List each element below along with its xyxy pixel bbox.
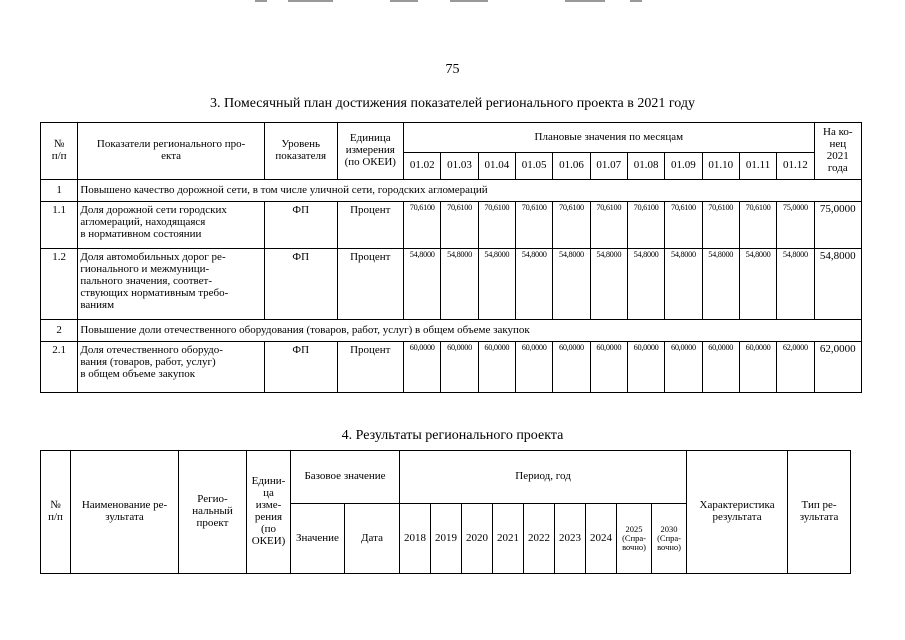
row-level: ФП bbox=[264, 249, 337, 320]
month-value: 54,8000 bbox=[404, 249, 441, 320]
month-value: 70,6100 bbox=[441, 202, 478, 249]
header-project: Регио- нальный проект bbox=[179, 451, 247, 574]
table-row bbox=[41, 202, 862, 249]
row-name: Доля отечественного оборудо- вания (товаров, работ, услуг) в общем объеме закупок bbox=[78, 342, 265, 393]
table-row bbox=[41, 249, 862, 320]
month-header: 01.12 bbox=[777, 153, 814, 180]
row-name: Доля автомобильных дорог ре- гионального и межмуници- пального значения, соответ- ствующих нормативным требо- ваниям bbox=[78, 249, 265, 320]
month-value: 75,0000 bbox=[777, 202, 814, 249]
month-value: 70,6100 bbox=[702, 202, 739, 249]
header-unit: Единица измерения (по ОКЕИ) bbox=[337, 123, 404, 180]
group-2-num: 2 bbox=[41, 320, 78, 342]
month-value: 70,6100 bbox=[627, 202, 664, 249]
month-value: 60,0000 bbox=[553, 342, 590, 393]
month-value: 60,0000 bbox=[739, 342, 776, 393]
table-row bbox=[41, 342, 862, 393]
month-header: 01.11 bbox=[739, 153, 776, 180]
header-indicator: Показатели регионального про- екта bbox=[78, 123, 265, 180]
header-period: Период, год bbox=[400, 451, 687, 504]
group-1-num: 1 bbox=[41, 180, 78, 202]
year-header: 2022 bbox=[524, 504, 555, 574]
header-base-date: Дата bbox=[345, 504, 400, 574]
month-value: 70,6100 bbox=[478, 202, 515, 249]
header-base-value: Значение bbox=[291, 504, 345, 574]
month-value: 60,0000 bbox=[627, 342, 664, 393]
section-3-title: 3. Помесячный план достижения показателей регионального проекта в 2021 году bbox=[210, 96, 695, 111]
month-header: 01.07 bbox=[590, 153, 627, 180]
row-level: ФП bbox=[264, 202, 337, 249]
month-value: 60,0000 bbox=[516, 342, 553, 393]
header-level: Уровень показателя bbox=[264, 123, 337, 180]
month-header: 01.09 bbox=[665, 153, 702, 180]
month-value: 70,6100 bbox=[553, 202, 590, 249]
results-table bbox=[40, 450, 851, 574]
month-value: 70,6100 bbox=[590, 202, 627, 249]
month-value: 54,8000 bbox=[478, 249, 515, 320]
month-header: 01.05 bbox=[516, 153, 553, 180]
month-header: 01.06 bbox=[553, 153, 590, 180]
year-end-value: 75,0000 bbox=[814, 202, 861, 249]
header-base: Базовое значение bbox=[291, 451, 400, 504]
year-header: 2019 bbox=[431, 504, 462, 574]
header-type: Тип ре- зультата bbox=[788, 451, 851, 574]
year-header: 2021 bbox=[493, 504, 524, 574]
row-num: 1.1 bbox=[41, 202, 78, 249]
year-header: 2024 bbox=[586, 504, 617, 574]
month-value: 60,0000 bbox=[441, 342, 478, 393]
year-header: 2020 bbox=[462, 504, 493, 574]
year-header-2030: 2030 (Спра- вочно) bbox=[652, 504, 687, 574]
month-value: 70,6100 bbox=[739, 202, 776, 249]
monthly-plan-table bbox=[40, 122, 862, 393]
year-end-value: 62,0000 bbox=[814, 342, 861, 393]
month-value: 60,0000 bbox=[665, 342, 702, 393]
row-name: Доля дорожной сети городских агломераций, находящаяся в нормативном состоянии bbox=[78, 202, 265, 249]
month-header: 01.02 bbox=[404, 153, 441, 180]
year-end-value: 54,8000 bbox=[814, 249, 861, 320]
month-value: 54,8000 bbox=[516, 249, 553, 320]
month-value: 60,0000 bbox=[404, 342, 441, 393]
month-header: 01.10 bbox=[702, 153, 739, 180]
month-value: 70,6100 bbox=[404, 202, 441, 249]
group-2-title: Повышение доли отечественного оборудования (товаров, работ, услуг) в общем объеме закупок bbox=[78, 320, 862, 342]
year-header: 2018 bbox=[400, 504, 431, 574]
month-header: 01.03 bbox=[441, 153, 478, 180]
month-value: 60,0000 bbox=[590, 342, 627, 393]
row-level: ФП bbox=[264, 342, 337, 393]
month-value: 60,0000 bbox=[478, 342, 515, 393]
month-value: 70,6100 bbox=[665, 202, 702, 249]
header-planned: Плановые значения по месяцам bbox=[404, 123, 814, 153]
month-value: 54,8000 bbox=[627, 249, 664, 320]
month-value: 54,8000 bbox=[739, 249, 776, 320]
month-value: 60,0000 bbox=[702, 342, 739, 393]
month-value: 54,8000 bbox=[553, 249, 590, 320]
year-header: 2023 bbox=[555, 504, 586, 574]
year-header-2025: 2025 (Спра- вочно) bbox=[617, 504, 652, 574]
row-unit: Процент bbox=[337, 342, 404, 393]
header-num: № п/п bbox=[41, 123, 78, 180]
row-unit: Процент bbox=[337, 249, 404, 320]
row-num: 2.1 bbox=[41, 342, 78, 393]
month-value: 54,8000 bbox=[665, 249, 702, 320]
month-value: 54,8000 bbox=[702, 249, 739, 320]
row-unit: Процент bbox=[337, 202, 404, 249]
month-value: 54,8000 bbox=[441, 249, 478, 320]
month-value: 54,8000 bbox=[777, 249, 814, 320]
page-number: 75 bbox=[445, 62, 460, 77]
header-characteristic: Характеристика результата bbox=[687, 451, 788, 574]
header-unit: Едини- ца изме- рения (по ОКЕИ) bbox=[247, 451, 291, 574]
month-header: 01.04 bbox=[478, 153, 515, 180]
month-value: 54,8000 bbox=[590, 249, 627, 320]
header-num: № п/п bbox=[41, 451, 71, 574]
row-num: 1.2 bbox=[41, 249, 78, 320]
month-value: 70,6100 bbox=[516, 202, 553, 249]
header-name: Наименование ре- зультата bbox=[71, 451, 179, 574]
section-4-title: 4. Результаты регионального проекта bbox=[341, 428, 564, 443]
month-value: 62,0000 bbox=[777, 342, 814, 393]
month-header: 01.08 bbox=[627, 153, 664, 180]
group-1-title: Повышено качество дорожной сети, в том числе уличной сети, городских агломераций bbox=[78, 180, 862, 202]
header-end-year: На ко- нец 2021 года bbox=[814, 123, 861, 180]
